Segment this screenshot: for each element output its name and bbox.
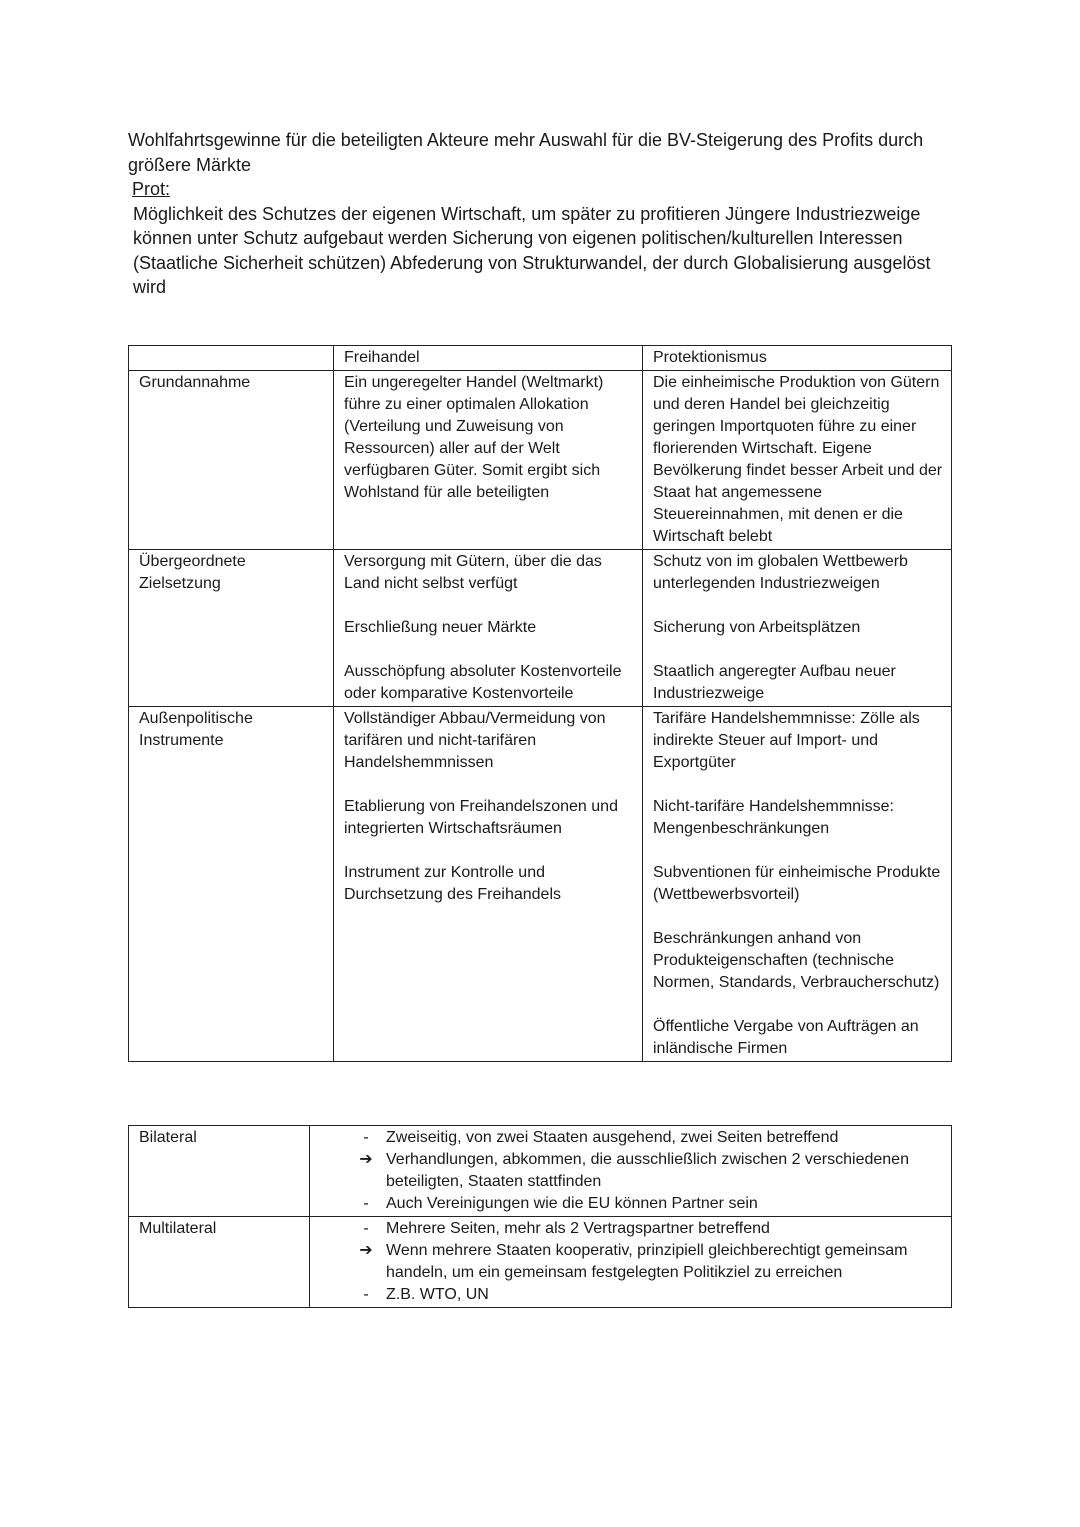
- arrow-icon: ➔: [359, 1151, 373, 1168]
- comparison-header-row: [129, 346, 952, 371]
- cell-paragraph: Nicht-tarifäre Handelshemmnisse: Mengenbeschränkungen: [653, 798, 894, 837]
- cell-paragraph: Staatlich angeregter Aufbau neuer Industriezweige: [653, 663, 896, 702]
- row-bilateral: [129, 1126, 952, 1217]
- cell-paragraph: Tarifäre Handelshemmnisse: Zölle als indirekte Steuer auf Import- und Exportgüter: [653, 710, 920, 771]
- header-freihandel: Freihandel: [334, 346, 643, 371]
- cell-paragraph: Instrument zur Kontrolle und Durchsetzung des Freihandels: [344, 864, 562, 903]
- cell-paragraph: Ausschöpfung absoluter Kostenvorteile oder komparative Kostenvorteile: [344, 663, 622, 702]
- prot-label: Prot:: [132, 179, 171, 199]
- cell-freihandel: [334, 371, 643, 550]
- list-item: - Mehrere Seiten, mehr als 2 Vertragspartner betreffend: [386, 1218, 943, 1240]
- cell-paragraph: Subventionen für einheimische Produkte (Wettbewerbsvorteil): [653, 864, 941, 903]
- header-protektionismus: Protektionismus: [643, 346, 952, 371]
- prot-text: Möglichkeit des Schutzes der eigenen Wirtschaft, um später zu profitieren Jüngere Industriezweige können unter Schutz aufgebaut werden Sicherung von eigenen politischen/kulturellen Interessen (Staatliche Sicherheit schützen) Abfederung von Strukturwandel, der durch Globalisierung ausgelöst wird: [133, 203, 931, 297]
- cell-description: [310, 1217, 952, 1308]
- row-label: Bilateral: [129, 1126, 310, 1217]
- dash-marker: -: [363, 1286, 369, 1303]
- list-item: - Auch Vereinigungen wie die EU können Partner sein: [386, 1193, 943, 1215]
- cell-protektionismus: [643, 371, 952, 550]
- cell-paragraph: Öffentliche Vergabe von Aufträgen an inländische Firmen: [653, 1018, 919, 1057]
- row-label: Multilateral: [129, 1217, 310, 1308]
- row-instrumente: [129, 707, 952, 1062]
- bullet-list: [320, 1127, 943, 1215]
- cell-paragraph: Sicherung von Arbeitsplätzen: [653, 619, 861, 636]
- cell-paragraph: Etablierung von Freihandelszonen und integrierten Wirtschaftsräumen: [344, 798, 618, 837]
- row-label: Grundannahme: [129, 371, 334, 550]
- cell-paragraph: Schutz von im globalen Wettbewerb unterlegenden Industriezweigen: [653, 553, 908, 592]
- cell-paragraph: Beschränkungen anhand von Produkteigenschaften (technische Normen, Standards, Verbraucherschutz): [653, 930, 940, 991]
- comparison-table: [128, 345, 952, 1062]
- list-item: - Z.B. WTO, UN: [386, 1284, 943, 1306]
- dash-marker: -: [363, 1220, 369, 1237]
- cell-paragraph: Die einheimische Produktion von Gütern und deren Handel bei gleichzeitig geringen Importquoten führe zu einer florierenden Wirtschaft. Eigene Bevölkerung findet besser Arbeit und der Staat hat angemessene Steuereinnahmen, mit denen er die Wirtschaft belebt: [653, 374, 943, 545]
- list-item: - Zweiseitig, von zwei Staaten ausgehend, zwei Seiten betreffend: [386, 1127, 943, 1149]
- intro-text: [128, 128, 958, 300]
- row-label: Außenpolitische Instrumente: [129, 707, 334, 1062]
- list-item: ➔ Verhandlungen, abkommen, die ausschließlich zwischen 2 verschiedenen beteiligten, Staaten stattfinden: [386, 1149, 943, 1193]
- cell-paragraph: Ein ungeregelter Handel (Weltmarkt) führe zu einer optimalen Allokation (Verteilung und Zuweisung von Ressourcen) aller auf der Welt verfügbaren Güter. Somit ergibt sich Wohlstand für alle beteiligten: [344, 374, 604, 501]
- list-item: ➔ Wenn mehrere Staaten kooperativ, prinzipiell gleichberechtigt gemeinsam handeln, um ein gemeinsam festgelegten Politikziel zu erreichen: [386, 1240, 943, 1284]
- intro-line: Wohlfahrtsgewinne für die beteiligten Akteure mehr Auswahl für die BV-Steigerung des Profits durch größere Märkte: [128, 130, 924, 175]
- bullet-list: [320, 1218, 943, 1306]
- cell-paragraph: Versorgung mit Gütern, über die das Land nicht selbst verfügt: [344, 553, 602, 592]
- cell-protektionismus: [643, 707, 952, 1062]
- row-grundannahme: [129, 371, 952, 550]
- row-label: Übergeordnete Zielsetzung: [129, 550, 334, 707]
- header-empty: [129, 346, 334, 371]
- row-zielsetzung: [129, 550, 952, 707]
- cell-freihandel: [334, 550, 643, 707]
- dash-marker: -: [363, 1129, 369, 1146]
- dash-marker: -: [363, 1195, 369, 1212]
- cell-freihandel: [334, 707, 643, 1062]
- cell-description: [310, 1126, 952, 1217]
- cell-protektionismus: [643, 550, 952, 707]
- cell-paragraph: Erschließung neuer Märkte: [344, 619, 537, 636]
- cell-paragraph: Vollständiger Abbau/Vermeidung von tarifären und nicht-tarifären Handelshemmnissen: [344, 710, 606, 771]
- row-multilateral: [129, 1217, 952, 1308]
- lateral-table: [128, 1125, 952, 1308]
- arrow-icon: ➔: [359, 1242, 373, 1259]
